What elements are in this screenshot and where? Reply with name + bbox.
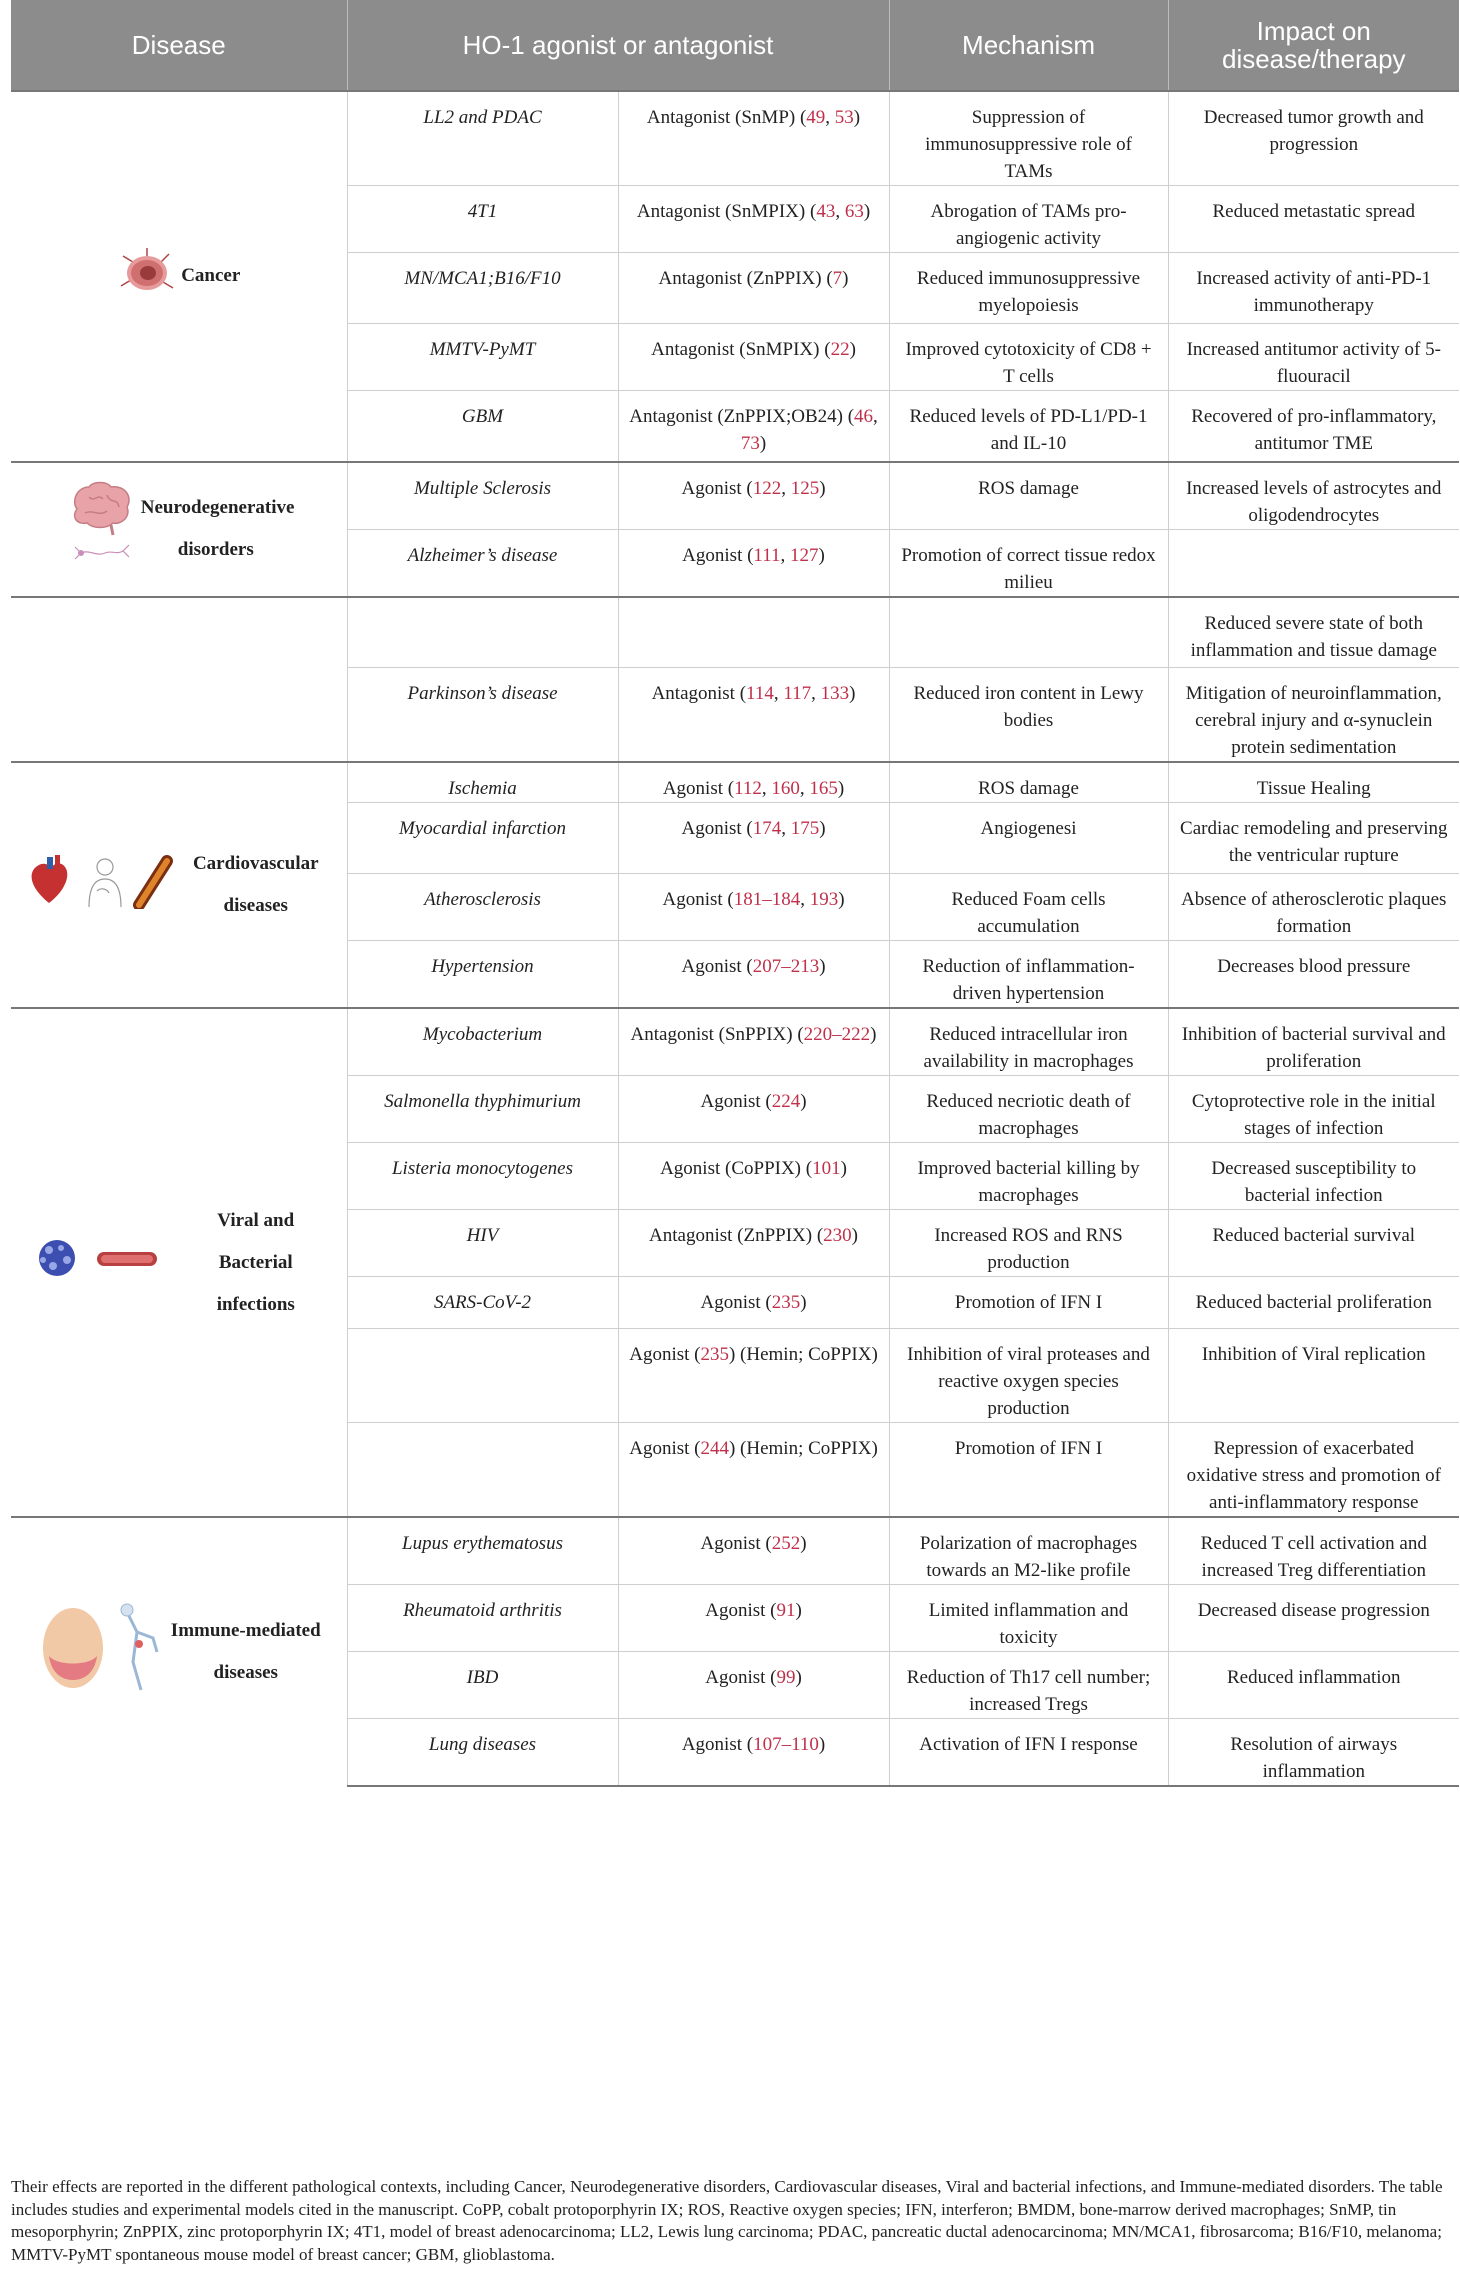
impact-cell: Reduced metastatic spread — [1168, 186, 1459, 253]
agent-text: Antagonist (SnPPIX) ( — [630, 1024, 804, 1045]
reference-link[interactable]: 107–110 — [753, 1734, 819, 1755]
header-disease: Disease — [11, 0, 347, 91]
mechanism-cell: Improved cytotoxicity of CD8 + T cells — [889, 324, 1168, 391]
disease-name: Viral and Bacterial infections — [216, 1209, 295, 1315]
reference-link[interactable]: 244 — [700, 1438, 729, 1459]
mechanism-cell: Improved bacterial killing by macrophages — [889, 1143, 1168, 1210]
disease-cell — [11, 91, 347, 462]
agent-cell — [618, 1076, 889, 1143]
agent-tail: ) — [853, 107, 861, 128]
model-cell: Salmonella thyphimurium — [347, 1076, 618, 1143]
header-mechanism: Mechanism — [889, 0, 1168, 91]
model-cell: Myocardial infarction — [347, 803, 618, 874]
agent-tail: ) — [842, 268, 849, 289]
impact-cell: Decreased tumor growth and progression — [1168, 91, 1459, 186]
disease-cell — [11, 597, 347, 763]
agent-cell — [618, 1143, 889, 1210]
disease-name: Cancer — [181, 265, 241, 287]
reference-link[interactable]: 220–222 — [803, 1024, 871, 1045]
agent-cell — [618, 253, 889, 324]
disease-group — [11, 462, 1459, 597]
agent-tail: ) — [819, 818, 826, 839]
agent-tail: ) — [759, 433, 767, 454]
table-row — [11, 597, 1459, 668]
reference-link[interactable]: 22 — [830, 339, 850, 360]
agent-cell — [618, 1585, 889, 1652]
model-cell: IBD — [347, 1652, 618, 1719]
agent-tail: ) — [870, 1024, 877, 1045]
agent-text: Agonist ( — [700, 1091, 772, 1112]
disease-group — [11, 597, 1459, 763]
disease-name: Immune-mediated diseases — [170, 1620, 321, 1683]
model-cell: MMTV-PyMT — [347, 324, 618, 391]
agent-text: Agonist ( — [681, 818, 753, 839]
agent-tail: ) — [840, 1158, 847, 1179]
reference-link[interactable]: 101 — [812, 1158, 841, 1179]
impact-cell: Reduced bacterial survival — [1168, 1210, 1459, 1277]
impact-cell: Increased activity of anti-PD-1 immunotherapy — [1168, 253, 1459, 324]
virus-bacteria-icon — [27, 1234, 177, 1292]
agent-cell — [618, 1423, 889, 1518]
agent-tail: ) (Hemin; CoPPIX) — [728, 1438, 878, 1459]
model-cell: LL2 and PDAC — [347, 91, 618, 186]
model-cell — [347, 1423, 618, 1518]
mechanism-cell: Reduced Foam cells accumulation — [889, 874, 1168, 941]
reference-link[interactable]: 99 — [776, 1667, 796, 1688]
disease-label — [27, 843, 331, 927]
agent-cell: Agonist (112, 160, 165) — [618, 762, 889, 803]
agent-text: Agonist (CoPPIX) ( — [660, 1158, 813, 1179]
agent-text: Antagonist (SnMPIX) ( — [636, 201, 817, 222]
agent-cell — [618, 941, 889, 1009]
model-cell: Multiple Sclerosis — [347, 462, 618, 530]
disease-cell — [11, 762, 347, 1008]
impact-cell: Decreased disease progression — [1168, 1585, 1459, 1652]
disease-label — [117, 246, 240, 306]
mechanism-cell: ROS damage — [889, 462, 1168, 530]
reference-link[interactable]: 174 — [752, 818, 782, 839]
reference-link[interactable]: 160 — [771, 778, 800, 799]
model-cell: Rheumatoid arthritis — [347, 1585, 618, 1652]
ho1-table — [11, 0, 1459, 1787]
reference-link[interactable]: 122 — [752, 477, 782, 499]
impact-cell: Inhibition of bacterial survival and proliferation — [1168, 1008, 1459, 1076]
agent-cell — [618, 597, 889, 668]
agent-cell: Antagonist (ZnPPIX;OB24) (46, 73) — [618, 391, 889, 462]
impact-cell: Cardiac remodeling and preserving the ventricular rupture — [1168, 803, 1459, 874]
disease-group — [11, 762, 1459, 1008]
agent-tail: ) — [837, 778, 845, 799]
reference-link[interactable]: 175 — [790, 818, 820, 839]
agent-tail: ) — [849, 683, 856, 704]
mechanism-cell: Activation of IFN I response — [889, 1719, 1168, 1787]
mechanism-cell: Promotion of correct tissue redox milieu — [889, 529, 1168, 597]
agent-text: Antagonist (ZnPPIX) ( — [658, 268, 833, 289]
model-cell: SARS-CoV-2 — [347, 1277, 618, 1329]
agent-cell — [618, 1210, 889, 1277]
disease-cell — [11, 462, 347, 597]
impact-cell: Reduced T cell activation and increased Treg differentiation — [1168, 1517, 1459, 1585]
agent-text: Agonist ( — [662, 778, 735, 799]
impact-cell: Mitigation of neuroinflammation, cerebral injury and α-synuclein protein sedimentation — [1168, 668, 1459, 763]
reference-link[interactable]: 53 — [834, 107, 854, 128]
reference-link[interactable]: 125 — [790, 477, 820, 499]
agent-text: Agonist ( — [682, 544, 754, 566]
agent-text: Agonist ( — [629, 1438, 701, 1459]
agent-cell: Agonist (122, 125) — [618, 462, 889, 530]
agent-text: Agonist ( — [705, 1667, 777, 1688]
model-cell — [347, 1329, 618, 1423]
model-cell: HIV — [347, 1210, 618, 1277]
agent-cell — [618, 1719, 889, 1787]
table-row — [11, 462, 1459, 530]
reference-link[interactable]: 114 — [746, 683, 774, 704]
agent-tail: ) — [800, 1091, 807, 1112]
impact-cell: Decreases blood pressure — [1168, 941, 1459, 1009]
agent-text: Agonist ( — [705, 1600, 777, 1621]
mechanism-cell: Reduced iron content in Lewy bodies — [889, 668, 1168, 763]
agent-text: Antagonist (ZnPPIX) ( — [649, 1225, 824, 1246]
reference-link[interactable]: 112 — [734, 778, 762, 799]
agent-cell — [618, 324, 889, 391]
mechanism-cell: Promotion of IFN I — [889, 1423, 1168, 1518]
mechanism-cell: Angiogenesi — [889, 803, 1168, 874]
agent-tail: ) — [795, 1667, 802, 1688]
impact-cell: Resolution of airways inflammation — [1168, 1719, 1459, 1787]
agent-tail: ) — [819, 956, 826, 977]
model-cell: Listeria monocytogenes — [347, 1143, 618, 1210]
model-cell: Ischemia — [347, 762, 618, 803]
disease-name: Cardiovascular diseases — [192, 853, 319, 916]
agent-tail: ) — [819, 477, 826, 499]
agent-text: Antagonist (SnMPIX) ( — [651, 339, 831, 360]
agent-tail: ) — [818, 1734, 826, 1755]
impact-cell: Tissue Healing — [1168, 762, 1459, 803]
model-cell: Hypertension — [347, 941, 618, 1009]
mechanism-cell: Increased ROS and RNS production — [889, 1210, 1168, 1277]
agent-cell — [618, 1329, 889, 1423]
model-cell: Parkinson’s disease — [347, 668, 618, 763]
disease-group — [11, 91, 1459, 462]
agent-tail: ) — [800, 1292, 807, 1313]
agent-text: Agonist ( — [700, 1533, 772, 1554]
agent-text: Antagonist ( — [651, 683, 747, 704]
mechanism-cell: Reduced immunosuppressive myelopoiesis — [889, 253, 1168, 324]
reference-link[interactable]: 73 — [740, 433, 760, 454]
header-impact: Impact on disease/therapy — [1168, 0, 1459, 91]
reference-link[interactable]: 230 — [823, 1225, 852, 1246]
disease-label — [67, 479, 295, 579]
mechanism-cell: Polarization of macrophages towards an M2-like profile — [889, 1517, 1168, 1585]
table-footnote: Their effects are reported in the different pathological contexts, including Cancer, Neurodegenerative disorders, Cardiovascular diseases, Viral and bacterial infections, and Immune-mediated disorders. The table includes studies and experimental models cited in the manuscript. CoPP, cobalt protoporphyrin IX; ROS, Reactive oxygen species; IFN, interferon; BMDM, bone-marrow derived macrophages; SnMP, tin mesoporphyrin; ZnPPIX, zinc protoporphyrin IX; 4T1, model of breast adenocarcinoma; LL2, Lewis lung carcinoma; PDAC, pancreatic ductal adenocarcinoma; MN/MCA1, fibrosarcoma; B16/F10, melanoma; MMTV-PyMT spontaneous mouse model of breast cancer; GBM, glioblastoma. — [11, 2177, 1443, 2264]
model-cell: GBM — [347, 391, 618, 462]
tumor-cell-icon — [117, 246, 177, 306]
impact-cell — [1168, 529, 1459, 597]
reference-link[interactable]: 252 — [771, 1533, 801, 1554]
reference-link[interactable]: 7 — [832, 268, 843, 289]
disease-cell — [11, 1517, 347, 1786]
header-agonist: HO-1 agonist or antagonist — [347, 0, 889, 91]
agent-cell — [618, 1277, 889, 1329]
mechanism-cell: Suppression of immunosuppressive role of TAMs — [889, 91, 1168, 186]
disease-group — [11, 1517, 1459, 1786]
reference-link[interactable]: 91 — [776, 1600, 796, 1621]
table-row — [11, 1517, 1459, 1585]
reference-link[interactable]: 235 — [771, 1292, 801, 1313]
reference-link[interactable]: 46 — [854, 406, 874, 427]
agent-cell — [618, 1652, 889, 1719]
reference-link[interactable]: 207–213 — [752, 956, 820, 977]
mechanism-cell: Reduced levels of PD-L1/PD-1 and IL-10 — [889, 391, 1168, 462]
impact-cell: Inhibition of Viral replication — [1168, 1329, 1459, 1423]
disease-group — [11, 1008, 1459, 1517]
agent-cell: Antagonist (SnMP) (49, 53) — [618, 91, 889, 186]
heart-vessel-icon — [27, 853, 177, 917]
impact-cell: Decreased susceptibility to bacterial infection — [1168, 1143, 1459, 1210]
agent-text: Antagonist (SnMP) ( — [646, 107, 807, 128]
agent-tail: ) — [851, 1225, 858, 1246]
agent-tail: ) — [800, 1533, 807, 1554]
agent-text: Agonist ( — [629, 1344, 701, 1365]
impact-cell: Increased antitumor activity of 5-fluouracil — [1168, 324, 1459, 391]
agent-tail: ) — [795, 1600, 802, 1621]
agent-cell: Agonist (174, 175) — [618, 803, 889, 874]
reference-link[interactable]: 127 — [790, 544, 819, 566]
brain-neuron-icon — [67, 479, 137, 579]
agent-cell: Antagonist (SnMPIX) (43, 63) — [618, 186, 889, 253]
mechanism-cell: Reduced intracellular iron availability in macrophages — [889, 1008, 1168, 1076]
agent-tail: ) — [818, 544, 825, 566]
reference-link[interactable]: 63 — [844, 201, 864, 222]
mechanism-cell: Reduced necriotic death of macrophages — [889, 1076, 1168, 1143]
mechanism-cell: Promotion of IFN I — [889, 1277, 1168, 1329]
reference-link[interactable]: 117 — [783, 683, 812, 704]
table-row — [11, 762, 1459, 803]
person-joint-icon — [37, 1602, 167, 1702]
agent-tail: ) — [838, 889, 845, 910]
agent-cell: Agonist (181–184, 193) — [618, 874, 889, 941]
model-cell: Lung diseases — [347, 1719, 618, 1787]
agent-tail: ) (Hemin; CoPPIX) — [728, 1344, 878, 1365]
reference-link[interactable]: 133 — [820, 683, 850, 704]
model-cell: Mycobacterium — [347, 1008, 618, 1076]
agent-text: Antagonist (ZnPPIX;OB24) ( — [629, 406, 855, 427]
table-row — [11, 91, 1459, 186]
agent-text: Agonist ( — [700, 1292, 772, 1313]
impact-cell: Increased levels of astrocytes and oligodendrocytes — [1168, 462, 1459, 530]
impact-cell: Cytoprotective role in the initial stages of infection — [1168, 1076, 1459, 1143]
agent-cell: Antagonist (114, 117, 133) — [618, 668, 889, 763]
header-row — [11, 0, 1459, 91]
mechanism-cell: ROS damage — [889, 762, 1168, 803]
agent-text: Agonist ( — [662, 889, 734, 910]
reference-link[interactable]: 111 — [753, 544, 781, 566]
agent-text: Agonist ( — [681, 1734, 754, 1755]
impact-cell: Absence of atherosclerotic plaques formation — [1168, 874, 1459, 941]
table-row — [11, 1008, 1459, 1076]
reference-link[interactable]: 43 — [816, 201, 836, 222]
disease-label — [27, 1200, 331, 1326]
model-cell: Alzheimer’s disease — [347, 529, 618, 597]
model-cell: 4T1 — [347, 186, 618, 253]
disease-cell — [11, 1008, 347, 1517]
impact-cell: Repression of exacerbated oxidative stress and promotion of anti-inflammatory response — [1168, 1423, 1459, 1518]
agent-tail: ) — [849, 339, 856, 360]
reference-link[interactable]: 235 — [700, 1344, 729, 1365]
mechanism-cell — [889, 597, 1168, 668]
model-cell — [347, 597, 618, 668]
mechanism-cell: Reduction of inflammation-driven hypertension — [889, 941, 1168, 1009]
impact-cell: Reduced bacterial proliferation — [1168, 1277, 1459, 1329]
agent-text: Agonist ( — [681, 477, 753, 499]
reference-link[interactable]: 193 — [809, 889, 839, 910]
agent-tail: ) — [863, 201, 871, 222]
agent-cell — [618, 1517, 889, 1585]
agent-cell — [618, 1008, 889, 1076]
reference-link[interactable]: 165 — [809, 778, 838, 799]
reference-link[interactable]: 224 — [771, 1091, 801, 1112]
mechanism-cell: Reduction of Th17 cell number; increased Tregs — [889, 1652, 1168, 1719]
agent-text: Agonist ( — [681, 956, 753, 977]
mechanism-cell: Limited inflammation and toxicity — [889, 1585, 1168, 1652]
impact-cell: Reduced inflammation — [1168, 1652, 1459, 1719]
mechanism-cell: Inhibition of viral proteases and reactive oxygen species production — [889, 1329, 1168, 1423]
disease-name: Neurodegenerative disorders — [140, 497, 295, 560]
model-cell: Lupus erythematosus — [347, 1517, 618, 1585]
reference-link[interactable]: 49 — [806, 107, 826, 128]
agent-cell: Agonist (111, 127) — [618, 529, 889, 597]
mechanism-cell: Abrogation of TAMs pro-angiogenic activity — [889, 186, 1168, 253]
disease-label — [37, 1602, 321, 1702]
model-cell: MN/MCA1;B16/F10 — [347, 253, 618, 324]
impact-cell: Reduced severe state of both inflammation and tissue damage — [1168, 597, 1459, 668]
impact-cell: Recovered of pro-inflammatory, antitumor TME — [1168, 391, 1459, 462]
reference-link[interactable]: 181–184 — [733, 889, 801, 910]
model-cell: Atherosclerosis — [347, 874, 618, 941]
